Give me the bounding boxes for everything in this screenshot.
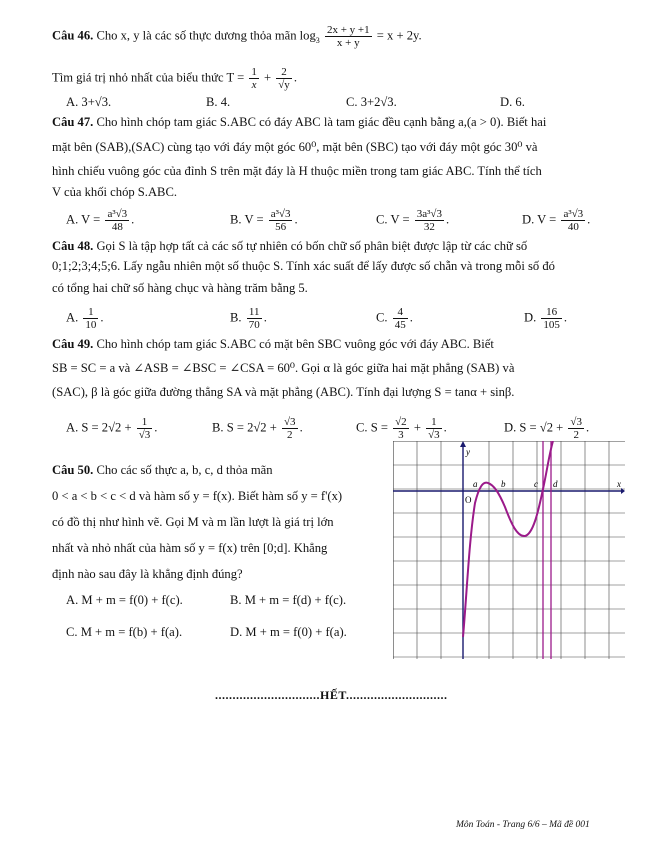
q48-c-den: 45 bbox=[394, 319, 406, 331]
q47-label: Câu 47. bbox=[52, 115, 94, 129]
q46-t-plus: + bbox=[264, 70, 272, 85]
q46-fraction bbox=[325, 24, 372, 49]
q48-option-c[interactable] bbox=[376, 306, 413, 331]
q49-option-a[interactable] bbox=[66, 416, 157, 441]
q47-option-a[interactable] bbox=[66, 208, 134, 233]
q47-b-num: a³√3 bbox=[270, 208, 291, 220]
q49-c-frac1 bbox=[393, 416, 409, 441]
q46-line2: Tìm giá trị nhỏ nhất của biểu thức T = $\frac{1}{x}$ + $\frac{2}{√y}$ . bbox=[52, 66, 297, 91]
q49-b-pre: B. S = 2√2 + bbox=[212, 420, 277, 435]
q47-d-pre: D. V = bbox=[522, 212, 557, 227]
q46-log-base: 3 bbox=[315, 35, 320, 45]
q48-c-frac bbox=[393, 306, 408, 331]
q49-a-den: √3 bbox=[138, 429, 151, 441]
q46-t-frac1-num: 1 bbox=[251, 66, 257, 78]
q49-a-pre: A. S = 2√2 + bbox=[66, 420, 132, 435]
q49-b-frac bbox=[282, 416, 298, 441]
q49-d-frac bbox=[568, 416, 584, 441]
q50-line5: định nào sau đây là khẳng định đúng? bbox=[52, 567, 243, 581]
q49-a-post: . bbox=[154, 420, 158, 435]
q47-d-frac bbox=[561, 208, 585, 233]
derivative-curve bbox=[463, 441, 553, 637]
q49-c-frac2 bbox=[426, 416, 442, 441]
q50-text1: Cho các số thực a, b, c, d thỏa mãn bbox=[96, 463, 273, 477]
q46-t-frac2 bbox=[276, 66, 292, 91]
q47-text1: Cho hình chóp tam giác S.ABC có đáy ABC là tam giác đều cạnh bằng a,(a > 0). Biết hai bbox=[96, 115, 547, 129]
q49-label: Câu 49. bbox=[52, 337, 94, 351]
q48-c-pre: C. bbox=[376, 310, 388, 325]
q48-line2: 0;1;2;3;4;5;6. Lấy ngẫu nhiên một số thuộc S. Tính xác suất để lấy được số chẵn và trong mỗi số đó bbox=[52, 259, 555, 273]
q49-d-pre: D. S = √2 + bbox=[504, 420, 564, 435]
q47-d-post: . bbox=[587, 212, 591, 227]
q48-a-post: . bbox=[100, 310, 104, 325]
q49-c-mid: + bbox=[413, 420, 421, 435]
q50-option-a[interactable]: A. M + m = f(0) + f(c). bbox=[66, 593, 183, 607]
q49-line3: (SAC), β là góc giữa đường thẳng SA và mặt phẳng (ABC). Tính đại lượng S = tanα + sinβ. bbox=[52, 385, 515, 399]
q47-b-post: . bbox=[294, 212, 298, 227]
q48-b-frac bbox=[247, 306, 262, 331]
q48-line1 bbox=[52, 238, 527, 254]
q50-line1 bbox=[52, 462, 273, 478]
q48-d-pre: D. bbox=[524, 310, 537, 325]
q48-b-post: . bbox=[263, 310, 267, 325]
q47-c-den: 32 bbox=[423, 221, 435, 233]
q47-a-post: . bbox=[131, 212, 135, 227]
q48-d-den: 105 bbox=[543, 319, 560, 331]
q49-b-num: √3 bbox=[284, 416, 296, 428]
page-footer: Môn Toán - Trang 6/6 – Mã đề 001 bbox=[456, 820, 590, 830]
q47-c-pre: C. V = bbox=[376, 212, 410, 227]
q48-c-num: 4 bbox=[393, 306, 408, 319]
q49-line2: SB = SC = a và ∠ASB = ∠BSC = ∠CSA = 60⁰. Gọi α là góc giữa hai mặt phẳng (SAB) và bbox=[52, 361, 515, 375]
q49-c-post: . bbox=[443, 420, 447, 435]
q46-t-frac2-den: √y bbox=[278, 79, 290, 91]
label-y: y bbox=[466, 447, 470, 457]
q50-line3: có đồ thị như hình vẽ. Gọi M và m lần lượt là giá trị lớn bbox=[52, 515, 334, 529]
q47-c-num: 3a³√3 bbox=[416, 208, 442, 220]
q47-option-d[interactable] bbox=[522, 208, 590, 233]
q46-t-frac1-den: x bbox=[251, 79, 257, 91]
q46-line1 bbox=[52, 24, 422, 49]
q50-option-c[interactable]: C. M + m = f(b) + f(a). bbox=[66, 625, 183, 639]
q49-text1: Cho hình chóp tam giác S.ABC có mặt bên SBC vuông góc với đáy ABC. Biết bbox=[96, 337, 494, 351]
q49-d-den: 2 bbox=[573, 429, 579, 441]
q49-line1 bbox=[52, 336, 494, 352]
q47-line1 bbox=[52, 114, 546, 130]
q47-option-c[interactable] bbox=[376, 208, 449, 233]
label-x: x bbox=[617, 479, 621, 489]
graph-grid bbox=[393, 441, 625, 659]
q48-d-num: 16 bbox=[541, 306, 562, 319]
q48-label: Câu 48. bbox=[52, 239, 94, 253]
q49-b-post: . bbox=[299, 420, 303, 435]
q49-a-num: 1 bbox=[137, 416, 153, 429]
q46-rhs: = x + 2y. bbox=[376, 28, 422, 43]
q48-option-d[interactable] bbox=[524, 306, 567, 331]
q50-line4: nhất và nhỏ nhất của hàm số y = f(x) trên [0;d]. Khẳng bbox=[52, 541, 328, 555]
q46-frac-den: x + y bbox=[336, 37, 360, 49]
q46-option-c[interactable]: C. 3+2√3. bbox=[346, 95, 397, 109]
q49-c-den: 3 bbox=[398, 429, 404, 441]
q50-option-b[interactable]: B. M + m = f(d) + f(c). bbox=[230, 593, 347, 607]
q48-d-post: . bbox=[563, 310, 568, 325]
q47-line4: V của khối chóp S.ABC. bbox=[52, 185, 178, 199]
q47-line3: hình chiếu vuông góc của đỉnh S trên mặt đáy là H thuộc miền trong tam giác ABC. Tính thể tích bbox=[52, 164, 542, 178]
q49-option-d[interactable] bbox=[504, 416, 589, 441]
q46-option-a[interactable]: A. 3+√3. bbox=[66, 95, 112, 109]
label-origin: O bbox=[465, 495, 472, 505]
q49-option-c[interactable] bbox=[356, 416, 447, 441]
q49-a-frac bbox=[137, 416, 153, 441]
q46-t-frac2-num: 2 bbox=[276, 66, 292, 79]
q47-a-num: a³√3 bbox=[107, 208, 128, 220]
q46-option-b[interactable]: B. 4. bbox=[206, 95, 231, 109]
q47-c-frac bbox=[415, 208, 444, 233]
q47-b-pre: B. V = bbox=[230, 212, 264, 227]
q48-a-pre: A. bbox=[66, 310, 79, 325]
label-b: b bbox=[501, 479, 506, 489]
q46-t-frac1 bbox=[249, 66, 259, 91]
q46-label: Câu 46. bbox=[52, 28, 94, 43]
q47-a-den: 48 bbox=[111, 221, 123, 233]
label-c: c bbox=[534, 479, 538, 489]
q47-c-post: . bbox=[445, 212, 450, 227]
q48-c-post: . bbox=[409, 310, 413, 325]
q49-option-b[interactable] bbox=[212, 416, 303, 441]
q48-a-frac bbox=[83, 306, 98, 331]
q48-a-num: 1 bbox=[83, 306, 98, 319]
derivative-graph bbox=[393, 441, 625, 659]
q49-c-num: √2 bbox=[395, 416, 407, 428]
q46-line2-pre: Tìm giá trị nhỏ nhất của biểu thức T = bbox=[52, 70, 245, 85]
q49-c-pre: C. S = bbox=[356, 420, 388, 435]
q47-option-b[interactable] bbox=[230, 208, 298, 233]
q48-line3: có tổng hai chữ số hàng chục và hàng trăm bằng 5. bbox=[52, 281, 308, 295]
q49-d-post: . bbox=[585, 420, 590, 435]
q47-d-num: a³√3 bbox=[563, 208, 584, 220]
q48-d-frac bbox=[541, 306, 562, 331]
q47-b-den: 56 bbox=[275, 221, 287, 233]
q48-b-num: 11 bbox=[247, 306, 262, 319]
q49-d-num: √3 bbox=[570, 416, 582, 428]
q49-c-den2: √3 bbox=[428, 429, 440, 441]
q48-b-den: 70 bbox=[248, 319, 260, 331]
label-a: a bbox=[473, 479, 478, 489]
q47-a-frac bbox=[105, 208, 129, 233]
q48-a-den: 10 bbox=[85, 319, 97, 331]
q50-label: Câu 50. bbox=[52, 463, 94, 477]
q49-c-num2: 1 bbox=[426, 416, 442, 429]
q48-text1: Gọi S là tập hợp tất cả các số tự nhiên có bốn chữ số phân biệt được lập từ các chữ số bbox=[96, 239, 528, 253]
q46-option-d[interactable]: D. 6. bbox=[500, 95, 525, 109]
q46-text: Cho x, y là các số thực dương thỏa mãn log bbox=[96, 28, 316, 43]
label-d: d bbox=[553, 479, 558, 489]
q48-option-b[interactable] bbox=[230, 306, 267, 331]
q50-line2: 0 < a < b < c < d và hàm số y = f(x). Biết hàm số y = f'(x) bbox=[52, 489, 343, 503]
q47-line2: mặt bên (SAB),(SAC) cùng tạo với đáy một góc 60⁰, mặt bên (SBC) tạo với đáy một góc 30⁰ và bbox=[52, 140, 538, 154]
q47-d-den: 40 bbox=[567, 221, 579, 233]
q46-frac-num: 2x + y +1 bbox=[326, 24, 370, 36]
q49-b-den: 2 bbox=[287, 429, 293, 441]
q47-b-frac bbox=[269, 208, 293, 233]
q48-b-pre: B. bbox=[230, 310, 242, 325]
q47-a-pre: A. V = bbox=[66, 212, 101, 227]
q50-option-d[interactable]: D. M + m = f(0) + f(a). bbox=[230, 625, 347, 639]
q48-option-a[interactable] bbox=[66, 306, 104, 331]
end-marker: ..............................HẾT............................. bbox=[215, 688, 448, 702]
